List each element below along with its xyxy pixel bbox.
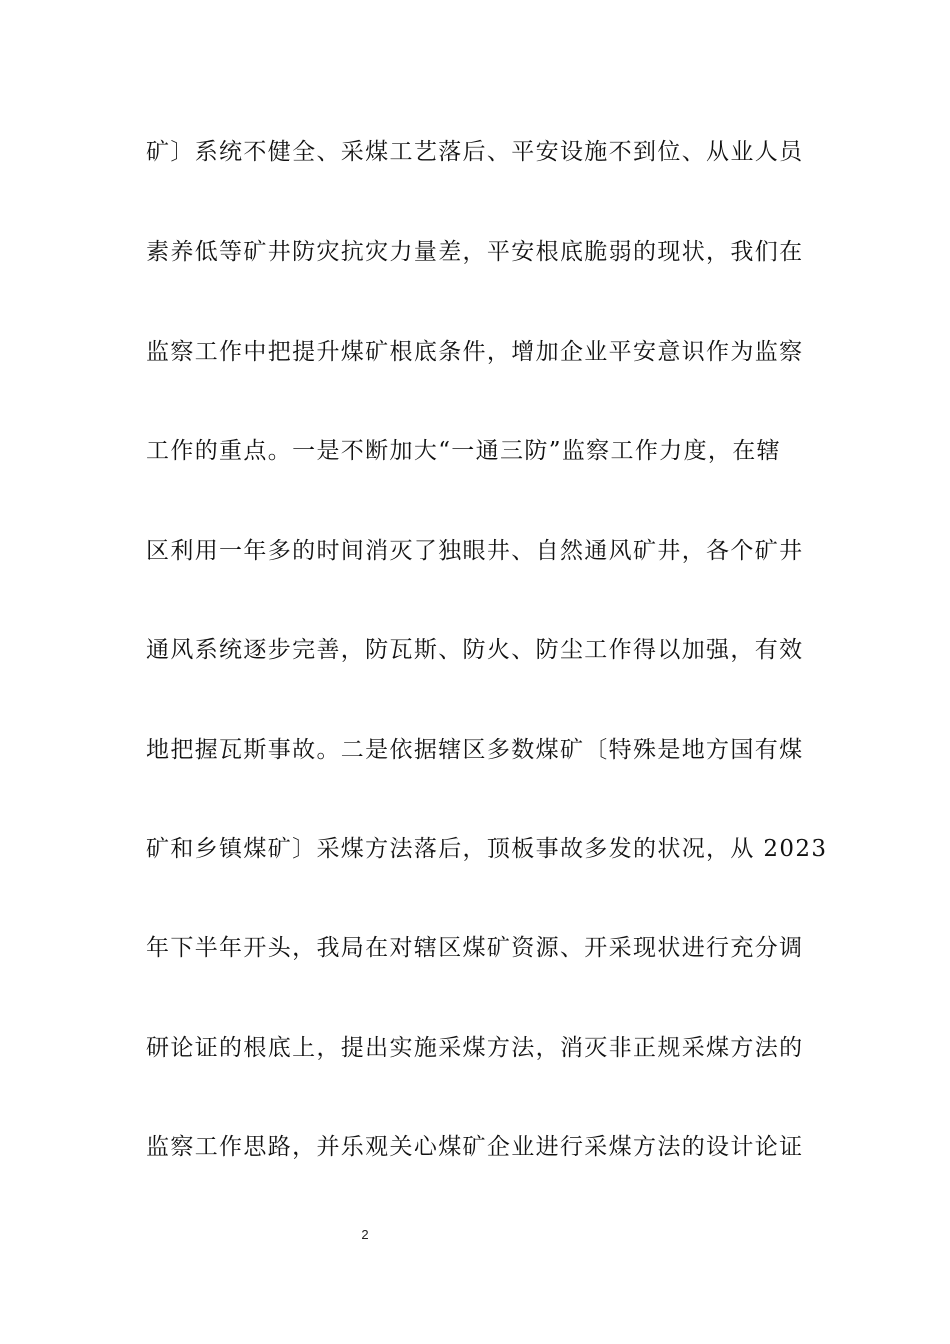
body-text-line: 监察工作中把提升煤矿根底条件，增加企业平安意识作为监察	[146, 339, 804, 365]
page-number: 2	[361, 1227, 369, 1242]
body-text-line: 年下半年开头，我局在对辖区煤矿资源、开采现状进行充分调	[146, 935, 804, 961]
body-text-line: 素养低等矿井防灾抗灾力量差，平安根底脆弱的现状，我们在	[146, 239, 804, 265]
body-text-line: 矿〕系统不健全、采煤工艺落后、平安设施不到位、从业人员	[146, 139, 804, 165]
body-text-line: 地把握瓦斯事故。二是依据辖区多数煤矿〔特殊是地方国有煤	[146, 737, 804, 763]
body-text-line: 研论证的根底上，提出实施采煤方法，消灭非正规采煤方法的	[146, 1035, 804, 1061]
body-text-line: 区利用一年多的时间消灭了独眼井、自然通风矿井，各个矿井	[146, 538, 804, 564]
body-text-line: 通风系统逐步完善，防瓦斯、防火、防尘工作得以加强，有效	[146, 637, 804, 663]
body-text-line: 矿和乡镇煤矿〕采煤方法落后，顶板事故多发的状况，从 2023	[146, 836, 828, 862]
body-text-line: 监察工作思路，并乐观关心煤矿企业进行采煤方法的设计论证	[146, 1134, 804, 1160]
body-text-line: 工作的重点。一是不断加大“一通三防”监察工作力度，在辖	[146, 438, 781, 464]
